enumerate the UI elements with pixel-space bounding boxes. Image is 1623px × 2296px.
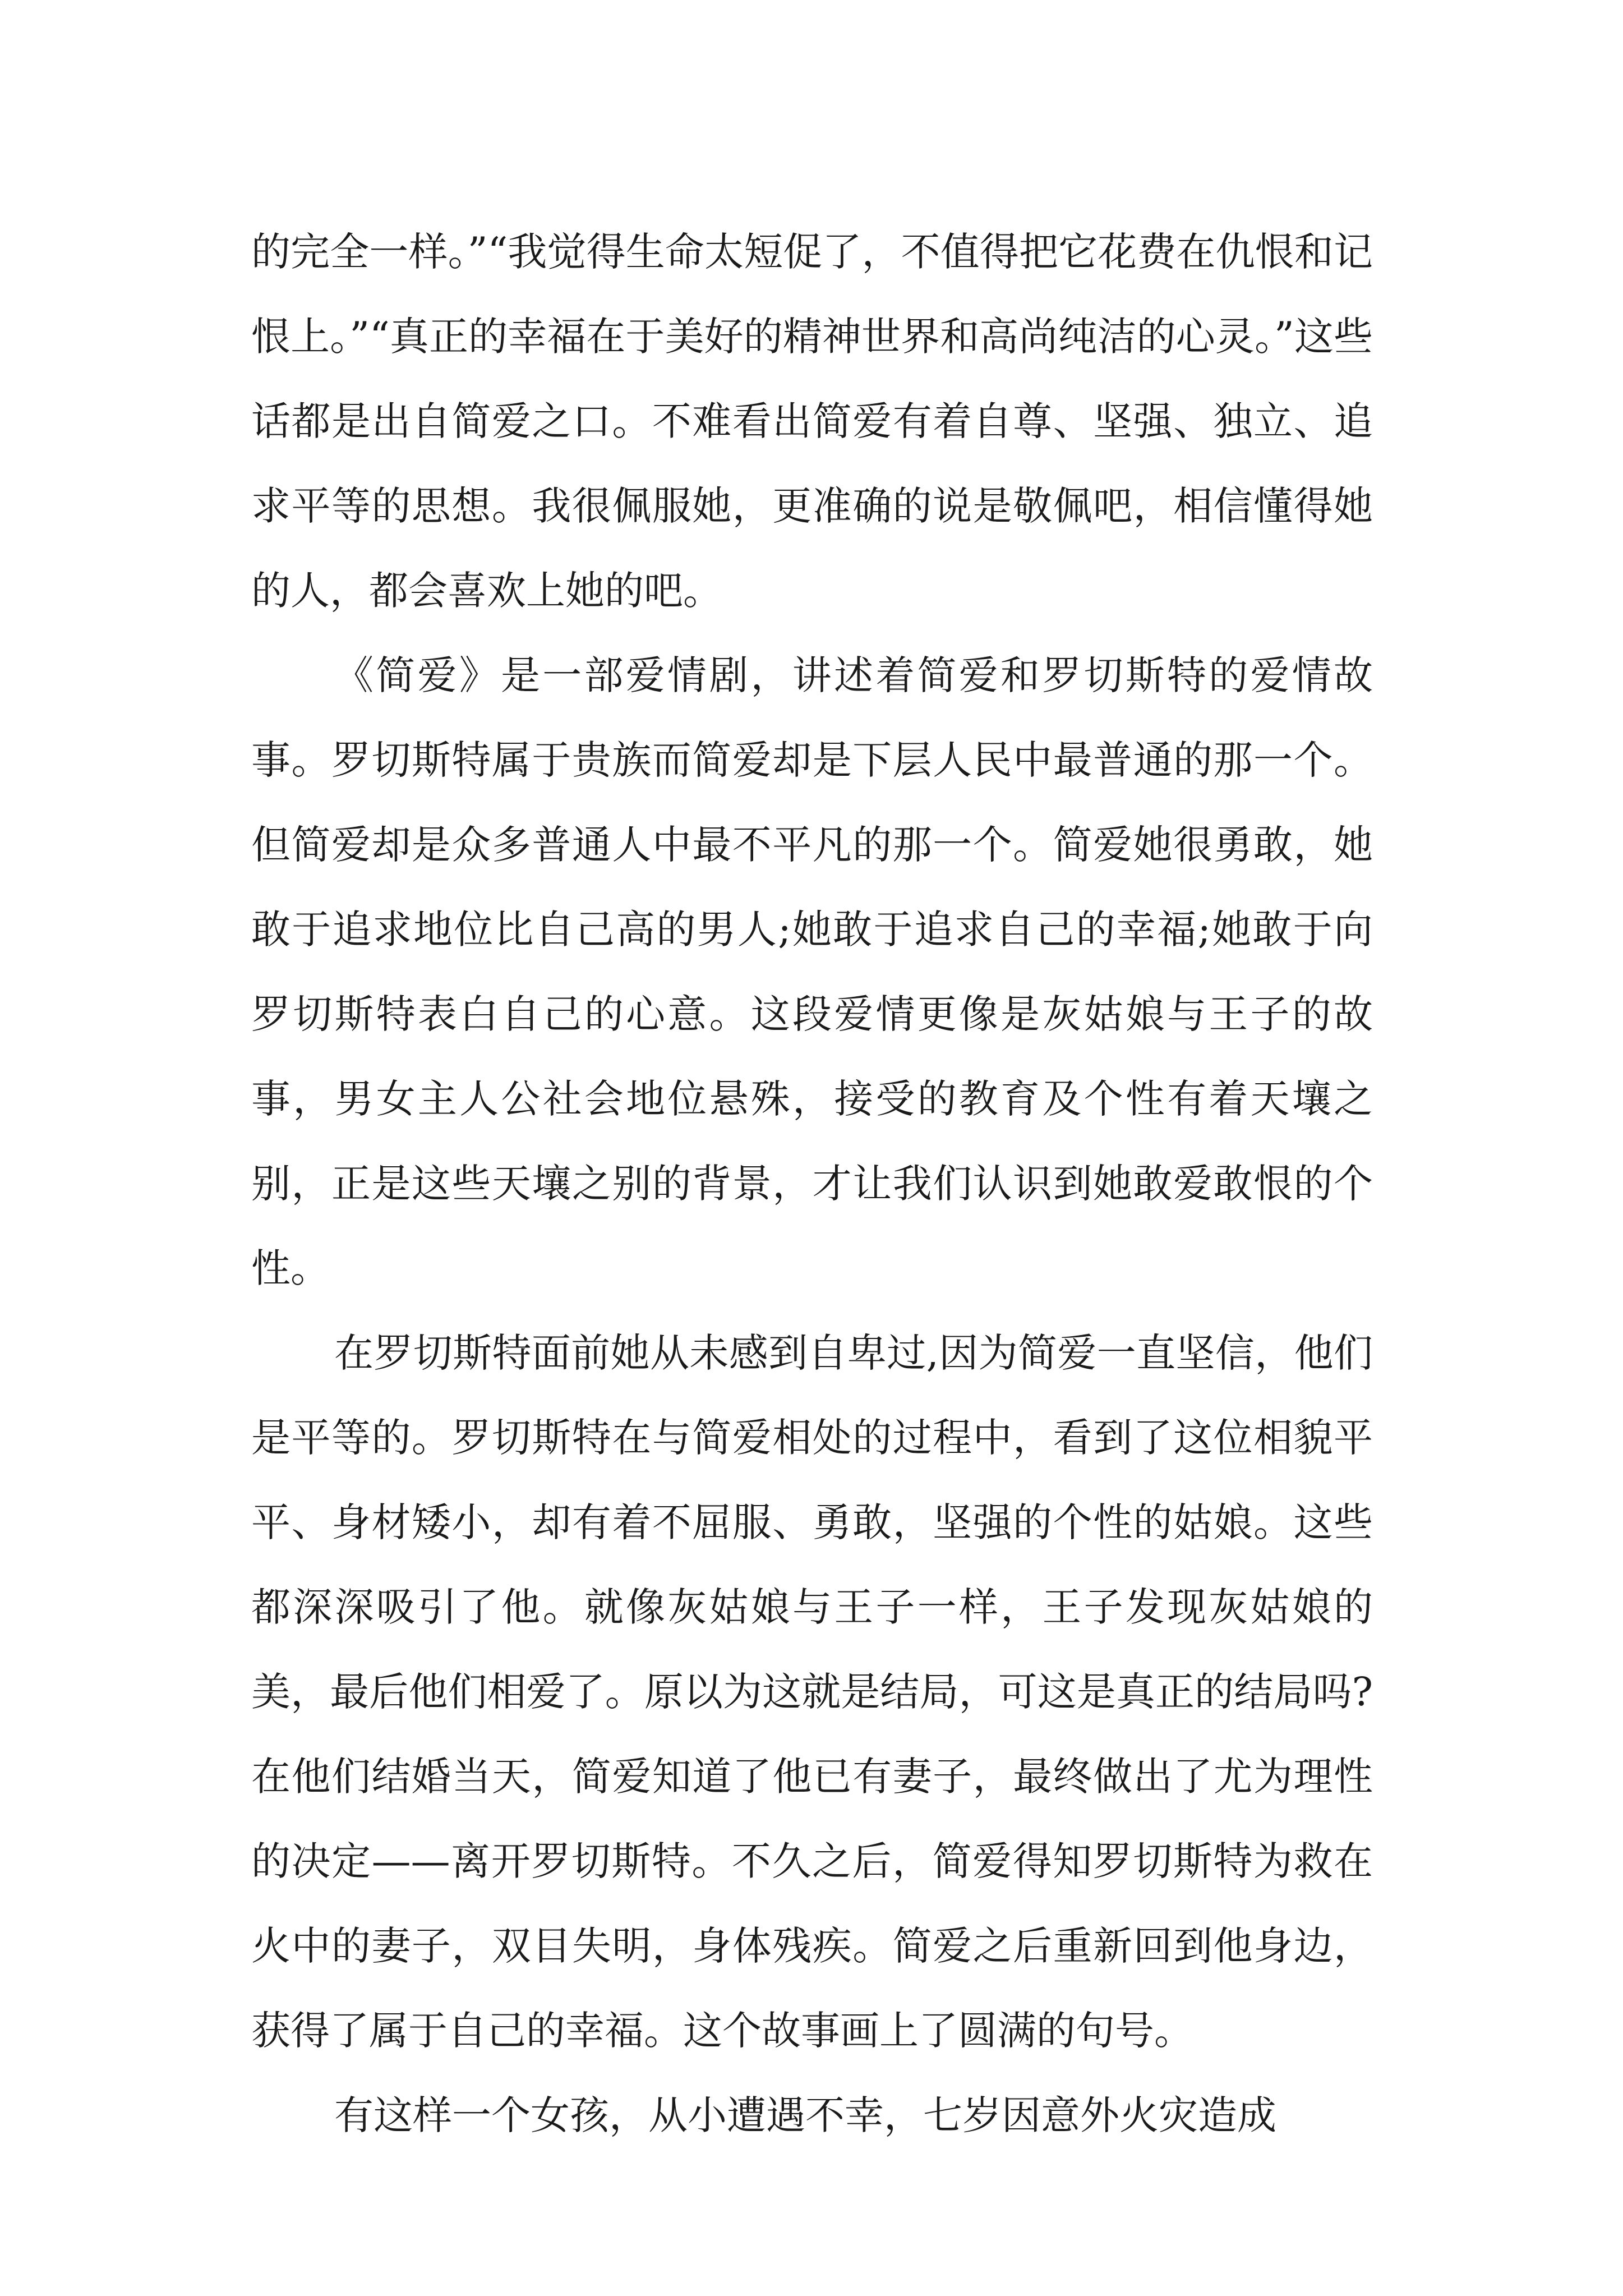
paragraph: 有这样一个女孩，从小遭遇不幸，七岁因意外火灾造成 [334, 2092, 1276, 2138]
paragraph: 在罗切斯特面前她从未感到自卑过,因为简爱一直坚信，他们是平等的。罗切斯特在与简爱相处的过程中，看到了这位相貌平平、身材矮小，却有着不屈服、勇敢，坚强的个性的姑娘。这些都深深吸引了他。就像灰姑娘与王子一样，王子发现灰姑娘的美，最后他们相爱了。原以为这就是结局，可这是真正的结局吗?在他们结婚当天，简爱知道了他已有妻子，最终做出了尤为理性的决定——离开罗切斯特。不久之后，简爱得知罗切斯特为救在火中的妻子，双目失明，身体残疾。简爱之后重新回到他身边，获得了属于自己的幸福。这个故事画上了圆满的句号。 [251, 1330, 1373, 2054]
paragraph: 《简爱》是一部爱情剧，讲述着简爱和罗切斯特的爱情故事。罗切斯特属于贵族而简爱却是下层人民中最普通的那一个。但简爱却是众多普通人中最不平凡的那一个。简爱她很勇敢，她敢于追求地位比自己高的男人;她敢于追求自己的幸福;她敢于向罗切斯特表白自己的心意。这段爱情更像是灰姑娘与王子的故事，男女主人公社会地位悬殊，接受的教育及个性有着天壤之别，正是这些天壤之别的背景，才让我们认识到她敢爱敢恨的个性。 [251, 652, 1373, 1291]
body-text [251, 210, 1373, 2158]
paragraph: 的完全一样。”“我觉得生命太短促了，不值得把它花费在仇恨和记恨上。”“真正的幸福在于美好的精神世界和高尚纯洁的心灵。”这些话都是出自简爱之口。不难看出简爱有着自尊、坚强、独立、追求平等的思想。我很佩服她，更准确的说是敬佩吧，相信懂得她的人，都会喜欢上她的吧。 [251, 229, 1373, 614]
